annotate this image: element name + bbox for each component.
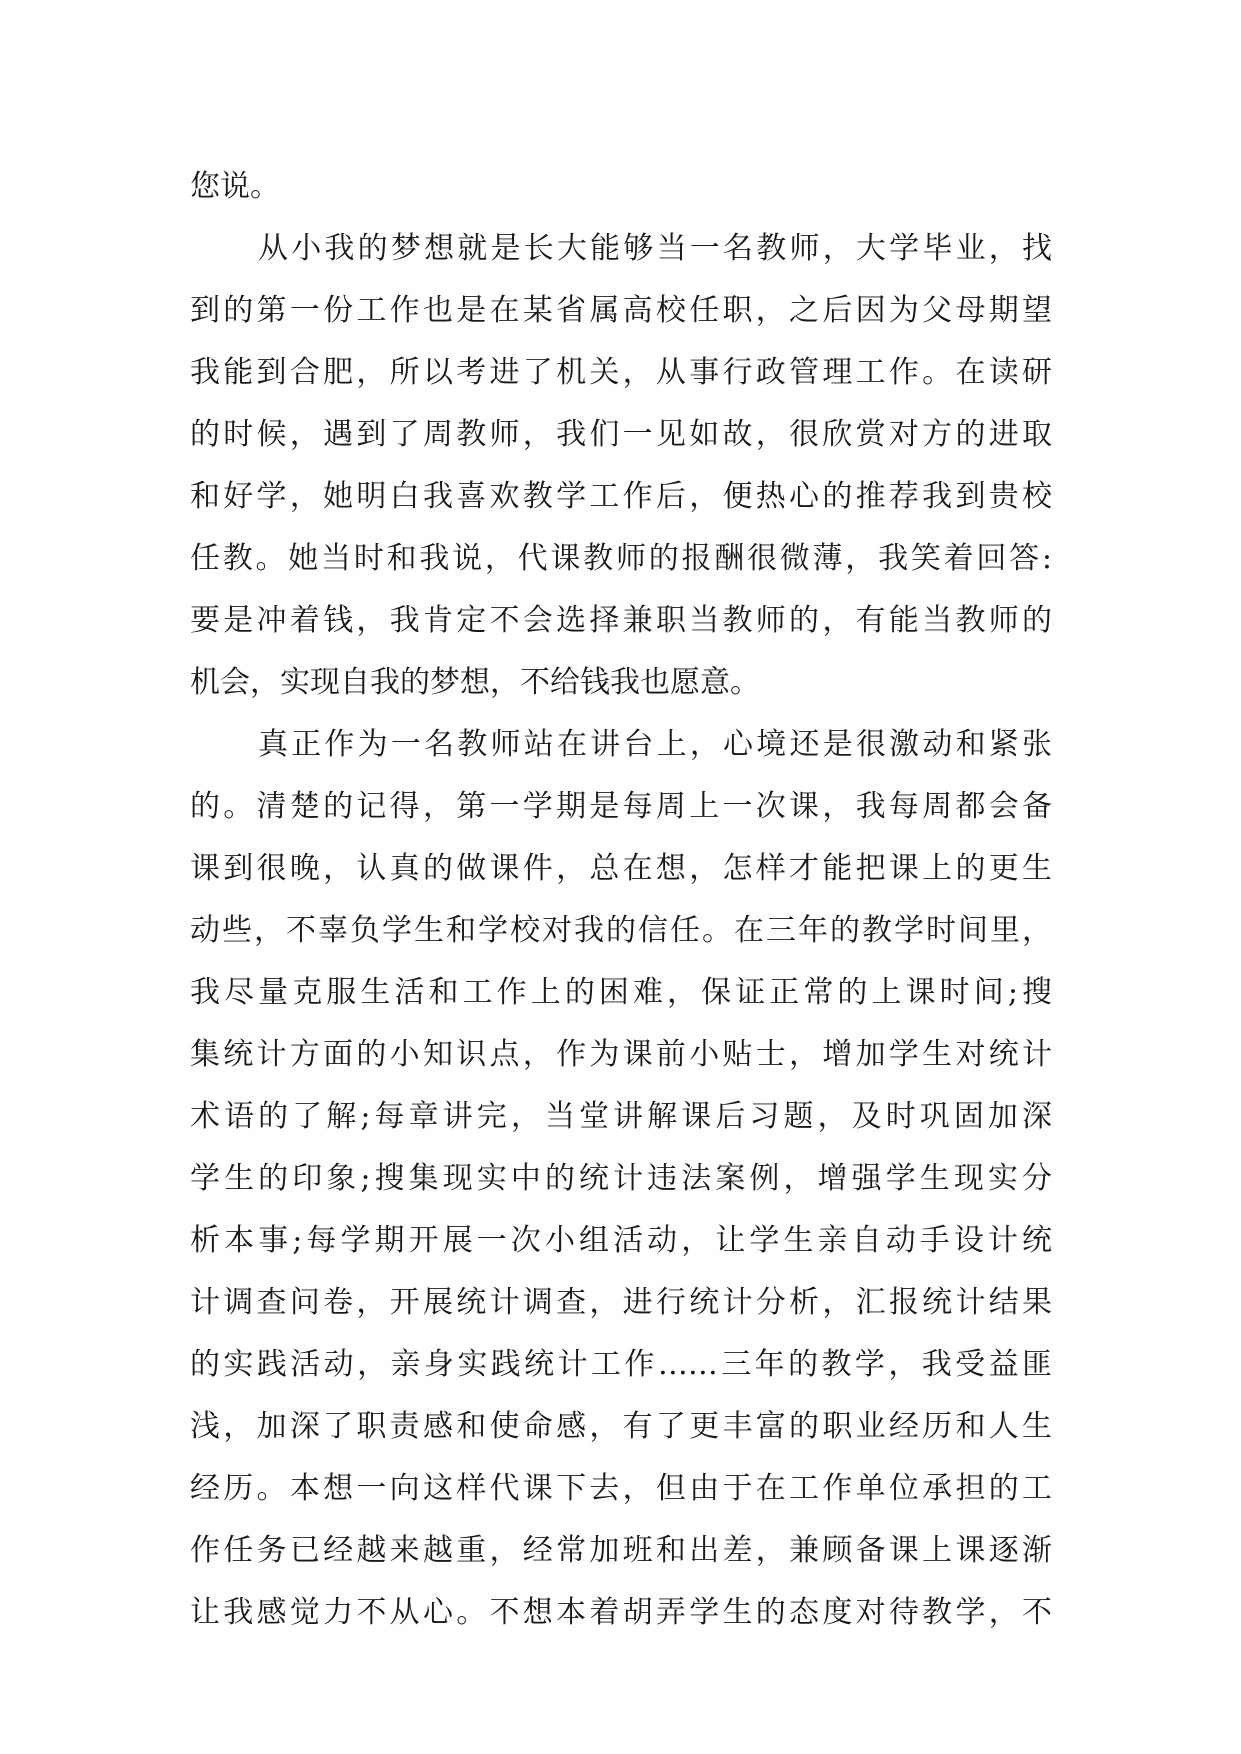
text-line: 经历。本想一向这样代课下去，但由于在工作单位承担的工 (190, 1471, 1052, 1506)
text-line: 到的第一份工作也是在某省属高校任职，之后因为父母期望 (190, 293, 1052, 328)
text-line: 您说。 (190, 169, 280, 204)
text-line: 我尽量克服生活和工作上的困难，保证正常的上课时间;搜 (190, 975, 1052, 1010)
text-line: 集统计方面的小知识点，作为课前小贴士，增加学生对统计 (190, 1037, 1052, 1072)
text-line: 计调查问卷，开展统计调查，进行统计分析，汇报统计结果 (190, 1285, 1052, 1320)
text-line: 和好学，她明白我喜欢教学工作后，便热心的推荐我到贵校 (190, 479, 1052, 514)
text-line: 析本事;每学期开展一次小组活动，让学生亲自动手设计统 (190, 1223, 1052, 1258)
text-line: 的实践活动，亲身实践统计工作……三年的教学，我受益匪 (190, 1347, 1052, 1382)
body-text (190, 156, 1052, 1644)
paragraph-first-line: 真正作为一名教师站在讲台上，心境还是很激动和紧张 (258, 727, 1052, 762)
text-line: 的。清楚的记得，第一学期是每周上一次课，我每周都会备 (190, 789, 1052, 824)
text-line: 机会，实现自我的梦想，不给钱我也愿意。 (190, 665, 760, 700)
paragraph-first-line: 从小我的梦想就是长大能够当一名教师，大学毕业，找 (258, 231, 1052, 266)
text-line: 任教。她当时和我说，代课教师的报酬很微薄，我笑着回答: (190, 541, 1052, 576)
text-line: 动些，不辜负学生和学校对我的信任。在三年的教学时间里， (190, 913, 1052, 948)
text-line: 让我感觉力不从心。不想本着胡弄学生的态度对待教学，不 (190, 1595, 1052, 1630)
text-line: 术语的了解;每章讲完，当堂讲解课后习题，及时巩固加深 (190, 1099, 1052, 1134)
text-line: 我能到合肥，所以考进了机关，从事行政管理工作。在读研 (190, 355, 1052, 390)
text-line: 浅，加深了职责感和使命感，有了更丰富的职业经历和人生 (190, 1409, 1052, 1444)
text-line: 课到很晚，认真的做课件，总在想，怎样才能把课上的更生 (190, 851, 1052, 886)
text-line: 学生的印象;搜集现实中的统计违法案例，增强学生现实分 (190, 1161, 1052, 1196)
text-line: 要是冲着钱，我肯定不会选择兼职当教师的，有能当教师的 (190, 603, 1052, 638)
text-line: 作任务已经越来越重，经常加班和出差，兼顾备课上课逐渐 (190, 1533, 1052, 1568)
text-line: 的时候，遇到了周教师，我们一见如故，很欣赏对方的进取 (190, 417, 1052, 452)
